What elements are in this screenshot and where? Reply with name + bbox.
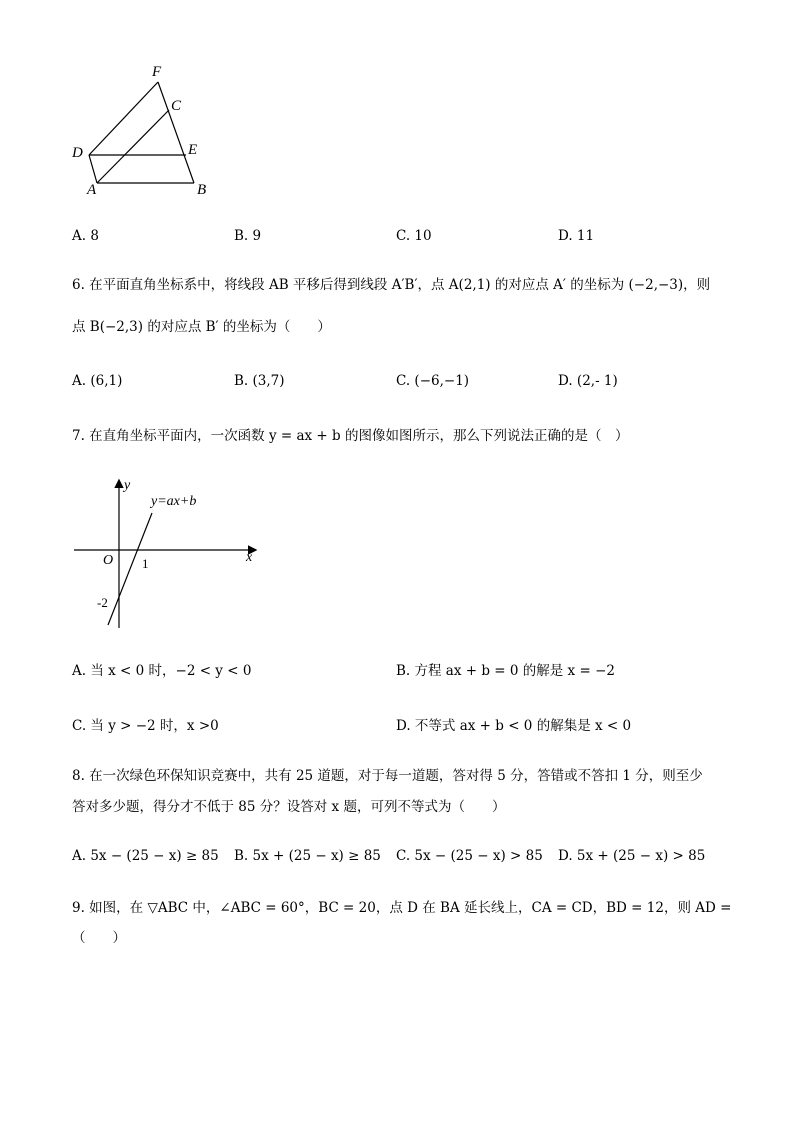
q6-option-c[interactable]: C. (−6,−1)	[396, 373, 470, 389]
q6-stem-line1: 6. 在平面直角坐标系中，将线段 AB 平移后得到线段 A′B′，点 A(2,1) 的对应点 A′ 的坐标为 (−2,−3)，则	[72, 277, 711, 293]
q8-stem-line1: 8. 在一次绿色环保知识竞赛中，共有 25 道题，对于每一道题，答对得 5 分，答错或不答扣 1 分，则至少	[72, 768, 703, 784]
segment-DF	[89, 82, 158, 155]
q7-option-c[interactable]: C. 当 y > −2 时，x >0	[72, 718, 219, 734]
q6-option-d[interactable]: D. (2,‑ 1)	[558, 373, 618, 389]
point-label-C: C	[171, 98, 182, 114]
q8-stem-line2: 答对多少题，得分才不低于 85 分？设答对 x 题，可列不等式为（ ）	[72, 799, 506, 815]
x-intercept-label: 1	[142, 556, 149, 571]
q6-option-a[interactable]: A. (6,1)	[72, 373, 123, 389]
point-label-F: F	[152, 64, 162, 80]
function-label: y=ax+b	[151, 494, 197, 509]
segment-AC	[97, 110, 169, 183]
point-label-E: E	[188, 142, 198, 158]
point-label-A: A	[87, 182, 97, 198]
q5-option-a[interactable]: A. 8	[72, 228, 99, 244]
point-label-D: D	[72, 145, 83, 161]
q9-stem-line2: （ ）	[72, 930, 126, 946]
q9-stem-line1: 9. 如图，在 ▽ABC 中，∠ABC = 60°，BC = 20，点 D 在 BA 延长线上，CA = CD，BD = 12，则 AD =	[72, 900, 732, 916]
q8-option-d[interactable]: D. 5x + (25 − x) > 85	[558, 848, 706, 864]
q5-option-c[interactable]: C. 10	[396, 228, 432, 244]
origin-label: O	[103, 553, 114, 568]
q8-option-a[interactable]: A. 5x − (25 − x) ≥ 85	[72, 848, 219, 864]
q7-option-a[interactable]: A. 当 x < 0 时，−2 < y < 0	[72, 663, 252, 679]
point-label-B: B	[197, 182, 207, 198]
q6-stem-line2: 点 B(−2,3) 的对应点 B′ 的坐标为（ ）	[72, 319, 331, 335]
q8-option-c[interactable]: C. 5x − (25 − x) > 85	[396, 848, 543, 864]
q7-option-d[interactable]: D. 不等式 ax + b < 0 的解集是 x < 0	[396, 718, 632, 734]
q6-option-b[interactable]: B. (3,7)	[234, 373, 285, 389]
y-axis-label: y	[124, 478, 131, 493]
x-axis-label: x	[246, 550, 253, 565]
q7-stem: 7. 在直角坐标平面内，一次函数 y = ax + b 的图像如图所示，那么下列说法正确的是（ ）	[72, 428, 629, 444]
q8-option-b[interactable]: B. 5x + (25 − x) ≥ 85	[234, 848, 381, 864]
segment-DA	[89, 155, 97, 183]
y-intercept-label: -2	[97, 595, 108, 610]
q7-option-b[interactable]: B. 方程 ax + b = 0 的解是 x = −2	[396, 663, 615, 679]
q5-option-d[interactable]: D. 11	[558, 228, 595, 244]
q5-option-b[interactable]: B. 9	[234, 228, 262, 244]
